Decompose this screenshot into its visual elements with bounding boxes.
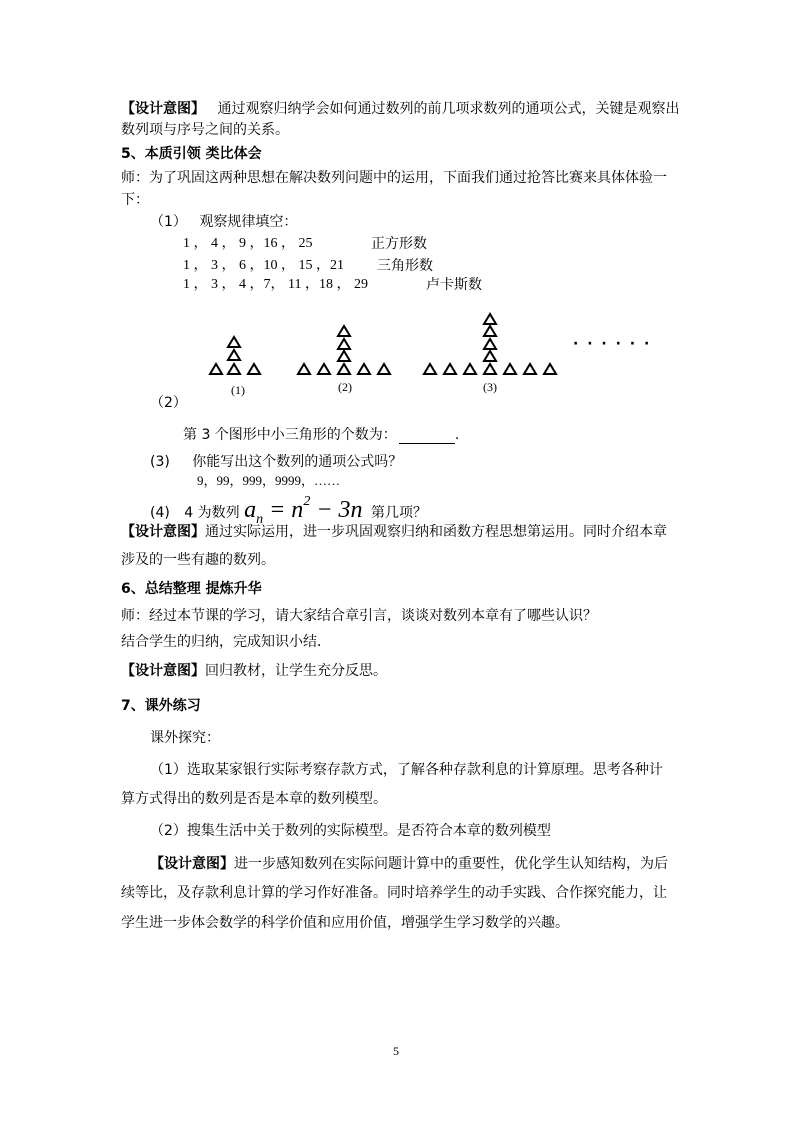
figure-label-2: (2)	[338, 380, 352, 394]
design-intent-tag: 【设计意图】	[121, 524, 205, 540]
triangle-mark	[338, 339, 350, 349]
triangle-mark	[504, 364, 516, 374]
design-intent-7-cont-1: 续等比，及存款利息计算的学习作好准备。同时培养学生的动手实践、合作探究能力，让	[121, 885, 667, 901]
design-intent-prev	[121, 100, 679, 118]
triangle-mark	[338, 364, 350, 374]
sequence-name-square: 正方形数	[371, 236, 427, 252]
question-1	[150, 213, 297, 231]
page-number: 5	[393, 1044, 399, 1058]
question-3-text: 你能写出这个数列的通项公式吗？	[192, 454, 403, 470]
triangle-mark	[484, 326, 496, 336]
sequence-name-triangle: 三角形数	[377, 258, 433, 274]
triangle-mark	[378, 364, 390, 374]
triangle-mark	[424, 364, 436, 374]
answer-blank[interactable]	[399, 429, 455, 444]
continuation-dots: · · · · · ·	[573, 336, 652, 352]
triangle-mark	[318, 364, 330, 374]
design-intent-prev-cont: 数列项与序号之间的关系。	[121, 122, 289, 138]
sequence-row-triangle: 1 ， 3 ， 6 ，10 ， 15 ，21	[183, 258, 344, 273]
triangle-mark	[358, 364, 370, 374]
question-4-pre: 4 为数列	[184, 505, 240, 521]
question-3-sequence: 9，99，999，9999，……	[197, 473, 341, 488]
triangle-mark	[544, 364, 556, 374]
triangle-mark	[210, 364, 222, 374]
section-6-line-2: 结合学生的归纳，完成知识小结．	[121, 634, 331, 650]
design-intent-text: 通过实际运用，进一步巩固观察归纳和函数方程思想第运用。同时介绍本章	[205, 524, 667, 540]
section-5-heading: 5、本质引领 类比体会	[121, 146, 262, 162]
question-1-text: 观察规律填空：	[199, 214, 298, 230]
triangle-mark	[298, 364, 310, 374]
sequence-row-lucas: 1 ， 3 ， 4 ，7， 11 ，18 ， 29	[183, 277, 368, 292]
triangle-mark	[524, 364, 536, 374]
design-intent-tag: 【设计意图】	[121, 663, 205, 679]
exercise-1-cont: 算方式得出的数列是否是本章的数列模型。	[121, 791, 387, 807]
triangle-mark	[484, 351, 496, 361]
triangle-mark	[228, 364, 240, 374]
section-6-heading: 6、总结整理 提炼升华	[121, 581, 262, 597]
section-5-intro: 师：为了巩固这两种思想在解决数列问题中的运用，下面我们通过抢答比赛来具体体验一	[121, 170, 667, 186]
general-term-formula: $a_n = n^2 - 3n$	[244, 494, 363, 527]
question-1-number: （1）	[150, 214, 187, 230]
sequence-row-square: 1 ， 4 ， 9 ，16 ， 25	[183, 236, 313, 251]
sequence-name-lucas: 卢卡斯数	[426, 277, 482, 293]
triangle-mark	[228, 337, 240, 347]
design-intent-7	[150, 855, 668, 873]
triangle-mark	[464, 364, 476, 374]
triangle-mark	[484, 314, 496, 324]
design-intent-5	[121, 523, 667, 541]
design-intent-text: 进一步感知数列在实际问题计算中的重要性，优化学生认知结构，为后	[234, 856, 668, 872]
design-intent-tag: 【设计意图】	[121, 101, 205, 117]
question-2-number: （2）	[150, 395, 187, 411]
figure-label-1: (1)	[231, 383, 245, 397]
exercise-1: （1）选取某家银行实际考察存款方式，了解各种存款利息的计算原理。思考各种计	[150, 762, 663, 778]
section-5-intro-cont: 下：	[121, 192, 149, 208]
triangle-mark	[444, 364, 456, 374]
section-7-heading: 7、课外练习	[121, 698, 201, 714]
design-intent-6	[121, 662, 387, 680]
section-6-line-1: 师：经过本节课的学习，请大家结合章引言，谈谈对数列本章有了哪些认识？	[121, 608, 597, 624]
design-intent-tag: 【设计意图】	[150, 856, 234, 872]
design-intent-7-cont-2: 学生进一步体会数学的科学价值和应用价值，增强学生学习数学的兴趣。	[121, 915, 569, 931]
triangle-mark	[484, 339, 496, 349]
triangle-mark	[484, 364, 496, 374]
design-intent-5-cont: 涉及的一些有趣的数列。	[121, 552, 275, 568]
question-4-post: 第几项？	[370, 505, 427, 521]
question-3-number: (3)	[150, 454, 170, 470]
question-2-end: .	[454, 427, 460, 443]
question-2	[183, 426, 459, 444]
design-intent-text: 通过观察归纳学会如何通过数列的前几项求数列的通项公式，关键是观察出	[217, 101, 680, 117]
figure-label-3: (3)	[483, 380, 497, 394]
triangle-mark	[248, 364, 260, 374]
question-4-number: (4)	[150, 505, 170, 521]
question-2-text: 第 3 个图形中小三角形的个数为：	[183, 427, 397, 443]
triangle-mark	[228, 350, 240, 360]
triangle-mark	[338, 351, 350, 361]
exercise-2: （2）搜集生活中关于数列的实际模型。是否符合本章的数列模型	[150, 823, 551, 839]
triangle-mark	[338, 326, 350, 336]
design-intent-text: 回归教材，让学生充分反思。	[205, 663, 387, 679]
section-7-sub: 课外探究：	[150, 730, 220, 746]
question-3	[150, 453, 402, 471]
